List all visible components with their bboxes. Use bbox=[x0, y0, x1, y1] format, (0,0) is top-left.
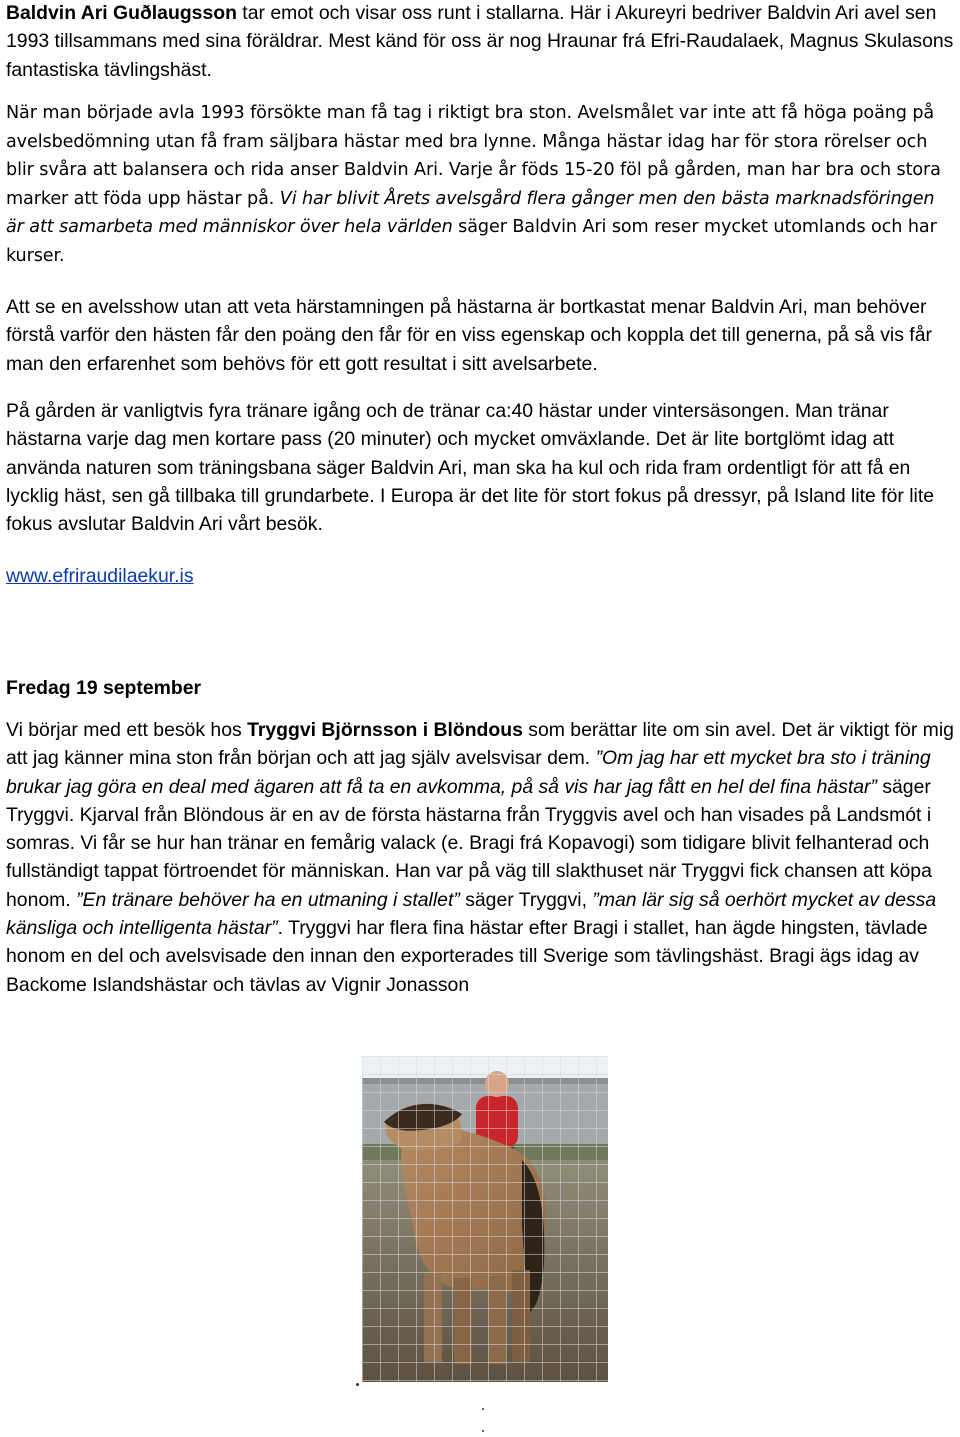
horse-photo bbox=[362, 1056, 608, 1382]
training-paragraph: På gården är vanligtvis fyra tränare igång och de tränar ca:40 hästar under vintersäsongen. Man tränar hästarna varje dag men kortare pass (20 minuter) och mycket omväxlande. Det är lite bortglömt idag att använda naturen som träningsbana säger Baldvin Ari, man ska ha kul och rida fram ordentligt för att få en lycklig häst, sen gå tillbaka till grundarbete. I Europa är det lite för stort fokus på dressyr, på Island lite för lite fokus avslutar Baldvin Ari vårt besök. bbox=[6, 400, 934, 536]
decorative-dot bbox=[356, 1383, 359, 1386]
quote: Vi har blivit Årets avelsgård flera gånger men den bästa marknadsföringen är att samarbeta med människor över hela världen bbox=[6, 188, 935, 237]
breeding-paragraph: När man började avla 1993 försökte man få tag i riktigt bra ston. Avelsmålet var inte att få höga poäng på avelsbedömning utan få fram säljbara hästar med bra lynne. Många hästar idag har för stora rörelser och blir svåra att balansera och rida anser Baldvin Ari. Varje år föds 15-20 föl på gården, man har bra och stora marker att föda upp hästar på. Vi har blivit Årets avelsgård flera gånger men den bästa marknadsföringen är att samarbeta med människor över hela världen säger Baldvin Ari som reser mycket utomlands och har kurser. bbox=[6, 103, 941, 266]
decorative-dot bbox=[482, 1408, 484, 1410]
quote: ”En tränare behöver ha en utmaning i stallet” bbox=[76, 888, 460, 911]
person-name: Tryggvi Björnsson i Blöndous bbox=[247, 719, 523, 741]
horse-photo-image bbox=[362, 1056, 608, 1382]
section-heading: Fredag 19 september bbox=[6, 677, 202, 699]
quote: ”Om jag har ett mycket bra sto i träning brukar jag göra en deal med ägaren att få ta en avkomma, på så vis har jag fått en hel del fina hästar” bbox=[6, 747, 931, 798]
website-link[interactable]: www.efriraudilaekur.is bbox=[6, 565, 194, 587]
quote: ”man lär sig så oerhört mycket av dessa känsliga och intelligenta hästar” bbox=[6, 888, 937, 940]
show-paragraph: Att se en avelsshow utan att veta härstamningen på hästarna är bortkastat menar Baldvin Ari, man behöver förstå varför den hästen får den poäng den får för en viss egenskap och koppla det till generna, på så vis får man den erfarenhet som behövs för ett gott resultat i sitt avelsarbete. bbox=[6, 296, 932, 375]
intro-paragraph: Baldvin Ari Guðlaugsson tar emot och visar oss runt i stallarna. Här i Akureyri bedriver Baldvin Ari avel sen 1993 tillsammans med sina föräldrar. Mest känd för oss är nog Hraunar frá Efri-Raudalaek, Magnus Skulasons fantastiska tävlingshäst. bbox=[6, 2, 954, 81]
decorative-dot bbox=[482, 1430, 484, 1432]
person-name: Baldvin Ari Guðlaugsson bbox=[6, 2, 237, 24]
visit-paragraph: Vi börjar med ett besök hos Tryggvi Björnsson i Blöndous som berättar lite om sin avel. Det är viktigt för mig att jag känner mina ston från början och att jag själv avelsvisar dem. ”Om jag har ett mycket bra sto i träning brukar jag göra en deal med ägaren att få ta en avkomma, på så vis har jag fått en hel del fina hästar” säger Tryggvi. Kjarval från Blöndous är en av de första hästarna från Tryggvis avel och han visades på Landsmót i somras. Vi får se hur han tränar en femårig valack (e. Bragi frá Kopavogi) som tidigare blivit felhanterad och fullständigt tappat förtroendet för människan. Han var på väg till slakthuset när Tryggvi fick chansen att köpa honom. ”En tränare behöver ha en utmaning i stallet” säger Tryggvi, ”man lär sig så oerhört mycket av dessa känsliga och intelligenta hästar”. Tryggvi har flera fina hästar efter Bragi i stallet, han ägde hingsten, tävlade honom en del och avelsvisade den innan den exporterades till Sverige som tävlingshäst. Bragi ägs idag av Backome Islandshästar och tävlas av Vignir Jonasson bbox=[6, 719, 954, 996]
